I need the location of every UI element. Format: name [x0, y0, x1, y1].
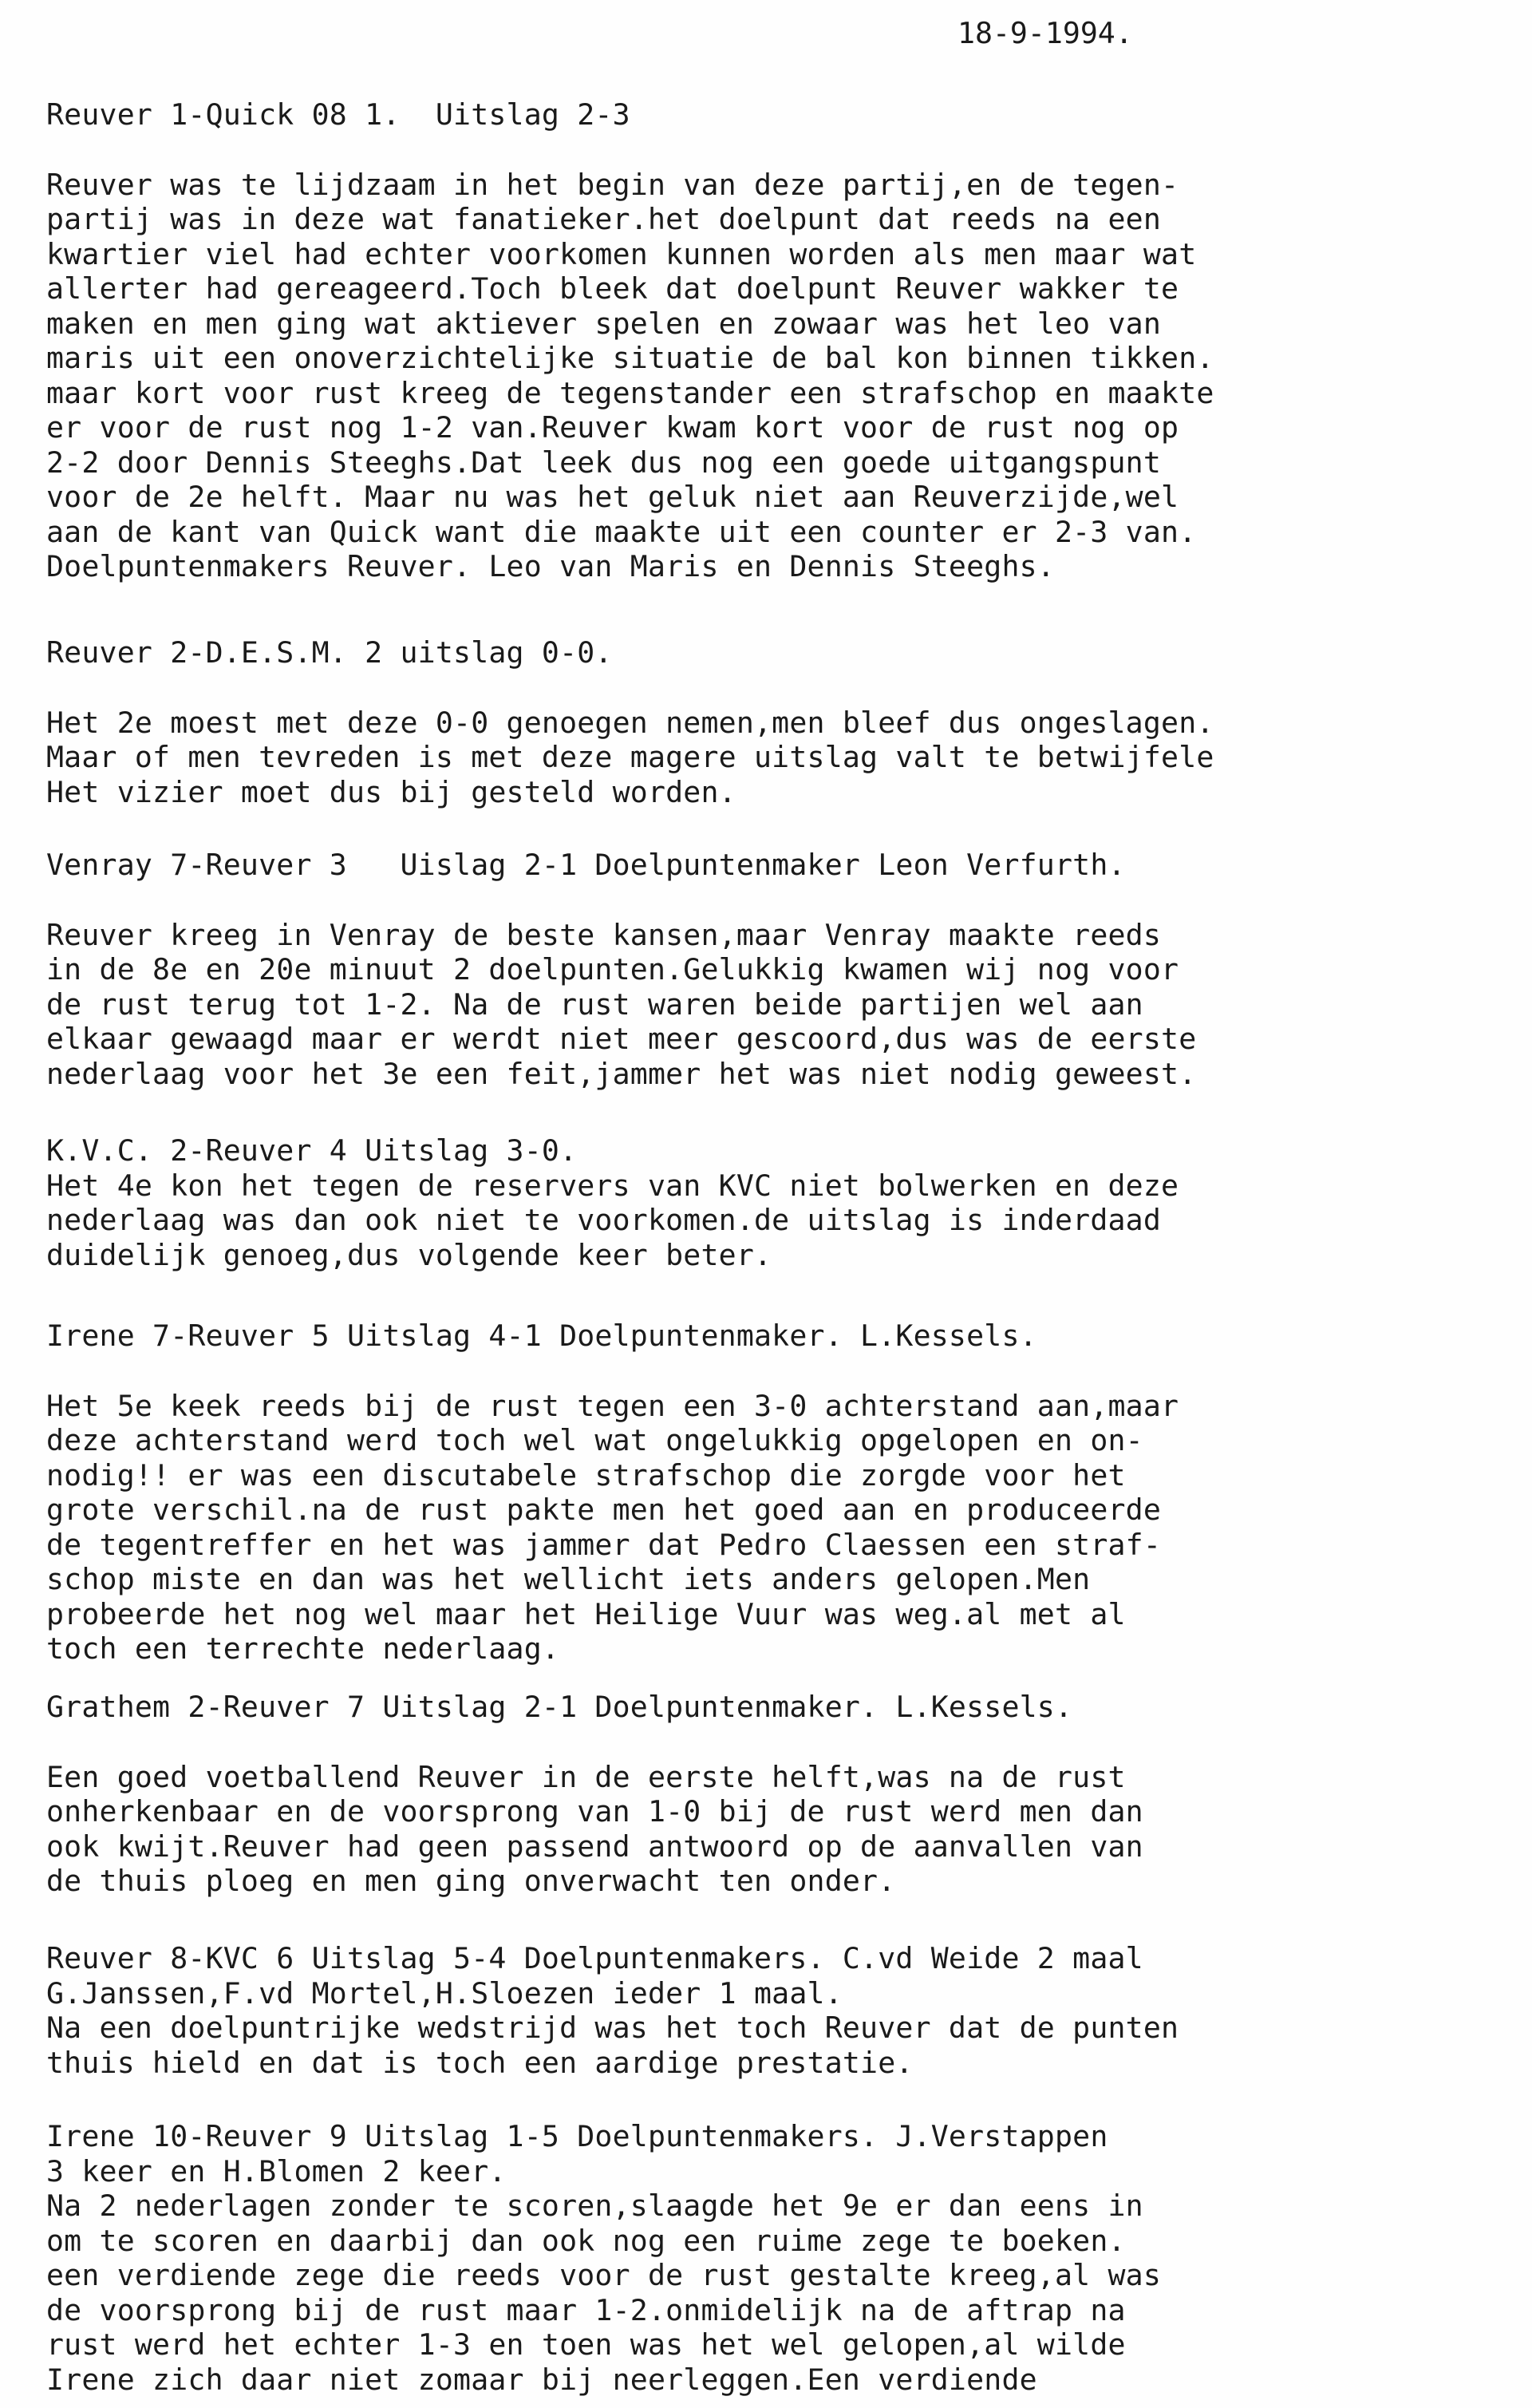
- match-heading: 3 keer en H.Blomen 2 keer.: [46, 2153, 507, 2189]
- report-line: Na een doelpuntrijke wedstrijd was het toch Reuver dat de punten: [46, 2011, 1179, 2045]
- report-line: rust werd het echter 1-3 en toen was het wel gelopen,al wilde: [46, 2327, 1126, 2362]
- report-line: Maar of men tevreden is met deze magere uitslag valt te betwijfele: [46, 740, 1214, 774]
- report-line: ook kwijt.Reuver had geen passend antwoord op de aanvallen van: [46, 1829, 1143, 1864]
- match-heading: Irene 7-Reuver 5 Uitslag 4-1 Doelpuntenmaker. L.Kessels.: [46, 1319, 1037, 1353]
- match-report-reuver-5: [46, 1319, 1506, 1667]
- report-line: grote verschil.na de rust pakte men het goed aan en produceerde: [46, 1493, 1162, 1527]
- report-line: Doelpuntenmakers Reuver. Leo van Maris en Dennis Steeghs.: [46, 549, 1055, 583]
- report-line: thuis hield en dat is toch een aardige prestatie.: [46, 2045, 914, 2080]
- report-line: Het 4e kon het tegen de reservers van KVC niet bolwerken en deze: [46, 1168, 1179, 1203]
- match-report-reuver-7: [46, 1690, 1506, 1899]
- report-line: Reuver was te lijdzaam in het begin van deze partij,en de tegen-: [46, 167, 1179, 202]
- match-heading: Reuver 2-D.E.S.M. 2 uitslag 0-0.: [46, 635, 613, 670]
- match-heading: Reuver 1-Quick 08 1. Uitslag 2-3: [46, 97, 630, 132]
- report-line: nodig!! er was een discutabele strafschop die zorgde voor het: [46, 1457, 1126, 1493]
- report-line: om te scoren en daarbij dan ook nog een ruime zege te boeken.: [46, 2223, 1126, 2258]
- match-report-reuver-8: [46, 1941, 1506, 2080]
- report-line: Na 2 nederlagen zonder te scoren,slaagde het 9e er dan eens in: [46, 2189, 1143, 2223]
- match-heading: Venray 7-Reuver 3 Uislag 2-1 Doelpuntenmaker Leon Verfurth.: [46, 848, 1126, 882]
- match-report-reuver-4: [46, 1133, 1506, 1272]
- report-line: een verdiende zege die reeds voor de rust gestalte kreeg,al was: [46, 2258, 1162, 2292]
- report-line: toch een terrechte nederlaag.: [46, 1631, 560, 1666]
- document-date: 18-9-1994.: [958, 16, 1133, 50]
- report-line: 2-2 door Dennis Steeghs.Dat leek dus nog een goede uitgangspunt: [46, 445, 1162, 480]
- report-line: er voor de rust nog 1-2 van.Reuver kwam kort voor de rust nog op: [46, 410, 1179, 445]
- match-report-reuver-3: [46, 848, 1506, 1091]
- match-report-reuver-2: [46, 635, 1506, 809]
- report-line: onherkenbaar en de voorsprong van 1-0 bij de rust werd men dan: [46, 1794, 1143, 1829]
- report-line: maris uit een onoverzichtelijke situatie de bal kon binnen tikken.: [46, 341, 1214, 375]
- match-heading: Reuver 8-KVC 6 Uitslag 5-4 Doelpuntenmakers. C.vd Weide 2 maal: [46, 1941, 1143, 1975]
- report-line: kwartier viel had echter voorkomen kunnen worden als men maar wat: [46, 236, 1197, 271]
- report-line: Irene zich daar niet zomaar bij neerleggen.Een verdiende: [46, 2362, 1037, 2397]
- report-line: Een goed voetballend Reuver in de eerste helft,was na de rust: [46, 1759, 1126, 1794]
- report-line: Het vizier moet dus bij gesteld worden.: [46, 774, 736, 809]
- report-line: Het 2e moest met deze 0-0 genoegen nemen,men bleef dus ongeslagen.: [46, 705, 1214, 740]
- report-line: voor de 2e helft. Maar nu was het geluk niet aan Reuverzijde,wel: [46, 480, 1179, 514]
- match-report-reuver-9: [46, 2119, 1506, 2397]
- match-heading: G.Janssen,F.vd Mortel,H.Sloezen ieder 1 maal.: [46, 1975, 843, 2011]
- match-heading: Grathem 2-Reuver 7 Uitslag 2-1 Doelpuntenmaker. L.Kessels.: [46, 1690, 1073, 1724]
- report-line: schop miste en dan was het wellicht iets anders gelopen.Men: [46, 1562, 1091, 1596]
- report-line: in de 8e en 20e minuut 2 doelpunten.Gelukkig kwamen wij nog voor: [46, 952, 1179, 987]
- report-line: maar kort voor rust kreeg de tegenstander een strafschop en maakte: [46, 375, 1214, 410]
- report-line: de voorsprong bij de rust maar 1-2.onmidelijk na de aftrap na: [46, 2292, 1126, 2327]
- report-line: probeerde het nog wel maar het Heilige Vuur was weg.al met al: [46, 1596, 1126, 1631]
- report-line: partij was in deze wat fanatieker.het doelpunt dat reeds na een: [46, 202, 1162, 236]
- report-line: aan de kant van Quick want die maakte uit een counter er 2-3 van.: [46, 514, 1197, 549]
- report-line: nederlaag voor het 3e een feit,jammer het was niet nodig geweest.: [46, 1056, 1197, 1091]
- report-line: de tegentreffer en het was jammer dat Pedro Claessen een straf-: [46, 1527, 1162, 1562]
- report-line: Reuver kreeg in Venray de beste kansen,maar Venray maakte reeds: [46, 917, 1162, 952]
- match-heading: Irene 10-Reuver 9 Uitslag 1-5 Doelpuntenmakers. J.Verstappen: [46, 2119, 1108, 2153]
- report-line: duidelijk genoeg,dus volgende keer beter.: [46, 1237, 772, 1272]
- report-line: allerter had gereageerd.Toch bleek dat doelpunt Reuver wakker te: [46, 271, 1179, 306]
- report-line: de rust terug tot 1-2. Na de rust waren beide partijen wel aan: [46, 987, 1143, 1022]
- match-report-reuver-1: [46, 97, 1506, 584]
- report-line: Het 5e keek reeds bij de rust tegen een 3-0 achterstand aan,maar: [46, 1388, 1179, 1423]
- report-line: deze achterstand werd toch wel wat ongelukkig opgelopen en on-: [46, 1423, 1143, 1457]
- report-line: de thuis ploeg en men ging onverwacht ten onder.: [46, 1864, 896, 1898]
- report-line: nederlaag was dan ook niet te voorkomen.de uitslag is inderdaad: [46, 1203, 1162, 1237]
- report-line: elkaar gewaagd maar er werdt niet meer gescoord,dus was de eerste: [46, 1022, 1197, 1056]
- match-heading: K.V.C. 2-Reuver 4 Uitslag 3-0.: [46, 1133, 578, 1168]
- report-line: maken en men ging wat aktiever spelen en zowaar was het leo van: [46, 306, 1162, 341]
